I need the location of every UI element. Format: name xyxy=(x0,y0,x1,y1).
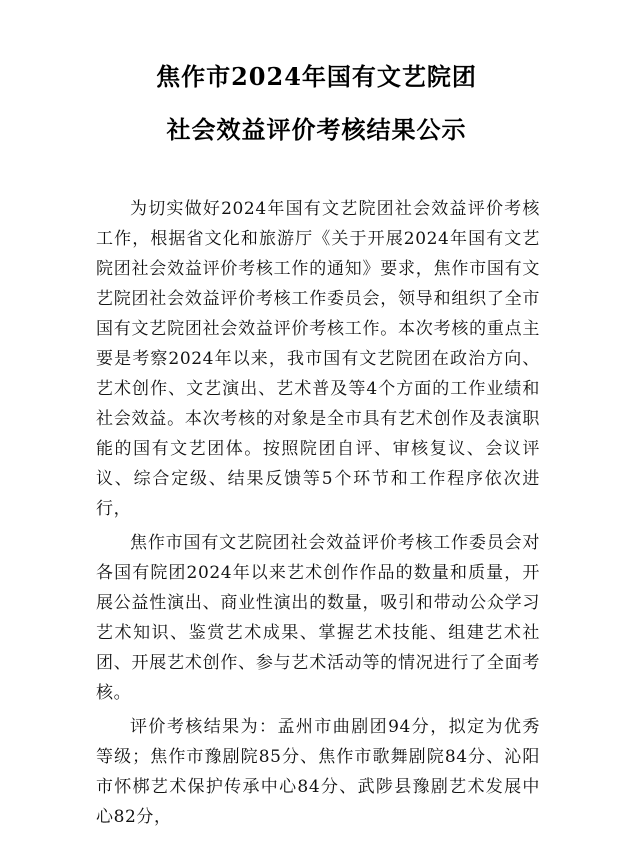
body-paragraph-2: 焦作市国有文艺院团社会效益评价考核工作委员会对各国有院团2024年以来艺术创作作品的数量和质量，开展公益性演出、商业性演出的数量，吸引和带动公众学习艺术知识、鉴赏艺术成果、掌握艺术技能、组建艺术社团、开展艺术创作、参与艺术活动等的情况进行了全面考核。 xyxy=(96,533,540,703)
document-title-line-1: 焦作市2024年国有文艺院团 xyxy=(156,62,477,91)
body-paragraph-1: 为切实做好2024年国有文艺院团社会效益评价考核工作，根据省文化和旅游厅《关于开展2024年国有文艺院团社会效益评价考核工作的通知》要求，焦作市国有文艺院团社会效益评价考核工作委员会，领导和组织了全市国有文艺院团社会效益评价考核工作。本次考核的重点主要是考察2024年以来，我市国有文艺院团在政治方向、艺术创作、文艺演出、艺术普及等4个方面的工作业绩和社会效益。本次考核的对象是全市具有艺术创作及表演职能的国有文艺团体。按照院团自评、审核复议、会议评议、综合定级、结果反馈等5个环节和工作程序依次进行， xyxy=(96,199,540,519)
body-paragraph-3: 评价考核结果为：孟州市曲剧团94分，拟定为优秀等级；焦作市豫剧院85分、焦作市歌舞剧院84分、沁阳市怀梆艺术保护传承中心84分、武陟县豫剧艺术发展中心82分， xyxy=(96,717,540,827)
document-body xyxy=(96,194,540,832)
document-title-line-2: 社会效益评价考核结果公示 xyxy=(166,115,467,144)
